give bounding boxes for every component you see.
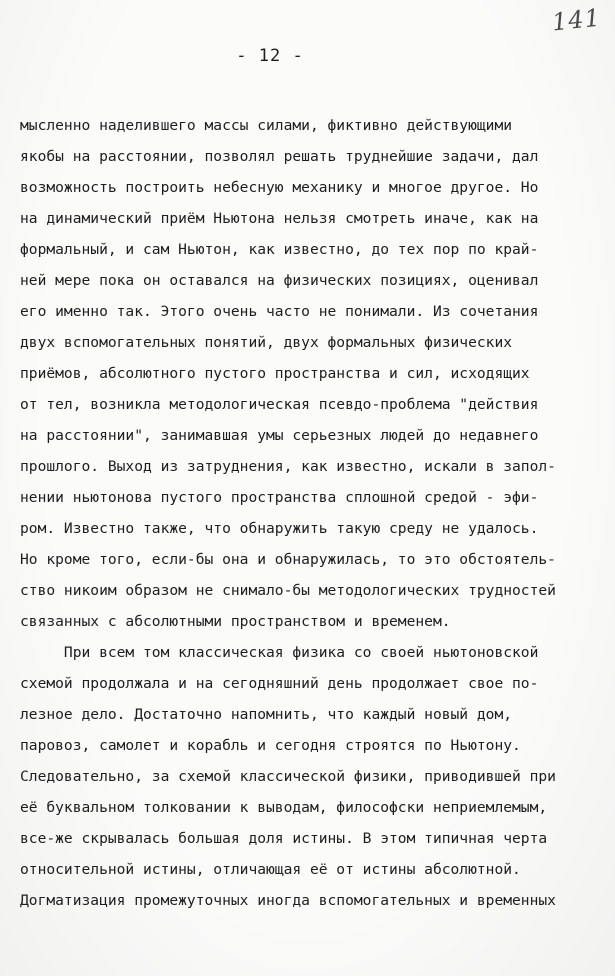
text-line: При всем том классическая физика со своей ньютоновской xyxy=(20,644,539,661)
text-line: мысленно наделившего массы силами, фиктивно действующими xyxy=(20,117,513,134)
text-line: ней мере пока он оставался на физических позициях, оценивал xyxy=(20,272,539,289)
text-line: нении ньютонова пустого пространства сплошной средой - эфи- xyxy=(20,489,539,506)
text-line: паровоз, самолет и корабль и сегодня строятся по Ньютону. xyxy=(20,737,521,754)
page-number: - 12 - xyxy=(236,46,304,66)
text-line: лезное дело. Достаточно напомнить, что каждый новый дом, xyxy=(20,706,513,723)
text-line: связанных с абсолютными пространством и временем. xyxy=(20,613,451,630)
text-line: приёмов, абсолютного пустого пространства и сил, исходящих xyxy=(20,365,530,382)
text-line: схемой продолжала и на сегодняшний день продолжает свое по- xyxy=(20,675,539,692)
text-line: возможность построить небесную механику и многое другое. Но xyxy=(20,179,539,196)
text-line: Догматизация промежуточных иногда вспомогательных и временных xyxy=(20,892,556,909)
text-line: прошлого. Выход из затруднения, как известно, искали в запол- xyxy=(20,458,556,475)
text-line: формальный, и сам Ньютон, как известно, до тех пор по край- xyxy=(20,241,539,258)
text-line: ство никоим образом не снимало-бы методологических трудностей xyxy=(20,582,556,599)
text-line: якобы на расстоянии, позволял решать труднейшие задачи, дал xyxy=(20,148,539,165)
handwritten-page-number: 141 xyxy=(550,3,603,37)
text-line: относительной истины, отличающая её от истины абсолютной. xyxy=(20,861,521,878)
text-line: двух вспомогательных понятий, двух формальных физических xyxy=(20,334,513,351)
text-line: её буквальном толковании к выводам, философски неприемлемым, xyxy=(20,799,548,816)
text-line: Но кроме того, если-бы она и обнаружилась, то это обстоятель- xyxy=(20,551,556,568)
body-text xyxy=(20,110,615,916)
text-line: на динамический приём Ньютона нельзя смотреть иначе, как на xyxy=(20,210,539,227)
text-line: все-же скрывалась большая доля истины. В этом типичная черта xyxy=(20,830,548,847)
text-line: ром. Известно также, что обнаружить такую среду не удалось. xyxy=(20,520,539,537)
text-line: от тел, возникла методологическая псевдо-проблема "действия xyxy=(20,396,539,413)
text-line: на расстоянии", занимавшая умы серьезных людей до недавнего xyxy=(20,427,539,444)
text-line: Следовательно, за схемой классической физики, приводившей при xyxy=(20,768,556,785)
text-line: его именно так. Этого очень часто не понимали. Из сочетания xyxy=(20,303,539,320)
